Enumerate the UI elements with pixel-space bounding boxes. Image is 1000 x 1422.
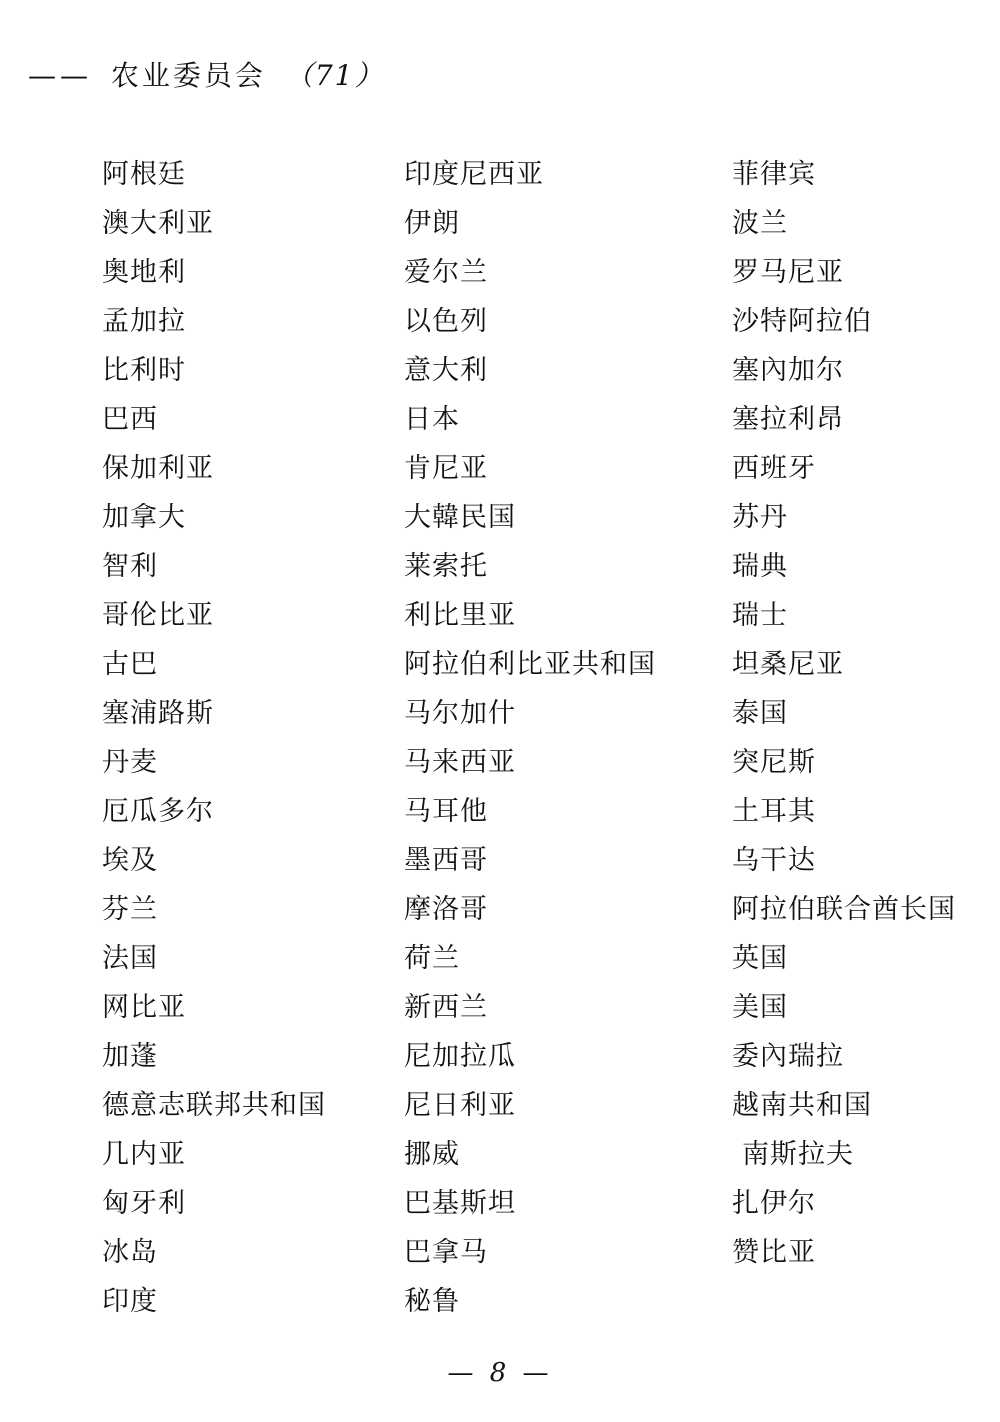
country-item: 马尔加什	[404, 698, 516, 729]
country-item: 巴基斯坦	[404, 1188, 516, 1219]
country-item: 塞拉利昂	[732, 404, 844, 435]
country-item: 保加利亚	[102, 453, 214, 484]
country-item: 巴拿马	[404, 1237, 488, 1268]
country-item: 古巴	[102, 649, 158, 680]
country-item: 赞比亚	[732, 1237, 816, 1268]
country-item: 沙特阿拉伯	[732, 306, 872, 337]
country-item: 挪威	[404, 1139, 460, 1170]
member-count: （71）	[284, 59, 385, 92]
country-item: 加拿大	[102, 502, 186, 533]
country-item: 乌干达	[732, 845, 816, 876]
country-item: 新西兰	[404, 992, 488, 1023]
country-item: 网比亚	[102, 992, 186, 1023]
country-item: 越南共和国	[732, 1090, 872, 1121]
country-item: 印度	[102, 1286, 158, 1317]
country-column-3	[732, 150, 956, 1277]
country-item: 瑞典	[732, 551, 788, 582]
country-item: 英国	[732, 943, 788, 974]
country-item: 冰岛	[102, 1237, 158, 1268]
country-item: 荷兰	[404, 943, 460, 974]
country-item: 阿拉伯利比亚共和国	[404, 649, 656, 680]
country-item: 泰国	[732, 698, 788, 729]
country-item: 美国	[732, 992, 788, 1023]
country-item: 印度尼西亚	[404, 159, 544, 190]
country-item: 罗马尼亚	[732, 257, 844, 288]
country-item: 摩洛哥	[404, 894, 488, 925]
country-item: 南斯拉夫	[742, 1139, 854, 1170]
country-item: 塞內加尔	[732, 355, 844, 386]
country-item: 厄瓜多尔	[102, 796, 214, 827]
country-item: 秘鲁	[404, 1286, 460, 1317]
heading-dash: ——	[28, 59, 92, 92]
country-item: 阿拉伯联合酋长国	[732, 894, 956, 925]
country-item: 苏丹	[732, 502, 788, 533]
country-item: 土耳其	[732, 796, 816, 827]
country-item: 爱尔兰	[404, 257, 488, 288]
committee-title: 农业委员会	[110, 59, 266, 92]
country-item: 比利时	[102, 355, 186, 386]
country-item: 扎伊尔	[732, 1188, 816, 1219]
country-item: 肯尼亚	[404, 453, 488, 484]
country-item: 墨西哥	[404, 845, 488, 876]
page-number: — 8 —	[447, 1358, 553, 1388]
country-item: 大韓民国	[404, 502, 516, 533]
country-item: 奥地利	[102, 257, 186, 288]
country-item: 芬兰	[102, 894, 158, 925]
country-item: 意大利	[404, 355, 488, 386]
country-item: 几内亚	[102, 1139, 186, 1170]
country-item: 利比里亚	[404, 600, 516, 631]
country-item: 坦桑尼亚	[732, 649, 844, 680]
country-item: 匈牙利	[102, 1188, 186, 1219]
country-item: 瑞士	[732, 600, 788, 631]
country-item: 突尼斯	[732, 747, 816, 778]
country-item: 莱索托	[404, 551, 488, 582]
country-item: 德意志联邦共和国	[102, 1090, 326, 1121]
country-item: 阿根廷	[102, 159, 186, 190]
section-heading	[28, 56, 384, 96]
country-item: 尼加拉瓜	[404, 1041, 516, 1072]
country-item: 塞浦路斯	[102, 698, 214, 729]
country-item: 西班牙	[732, 453, 816, 484]
country-item: 马来西亚	[404, 747, 516, 778]
country-item: 委內瑞拉	[732, 1041, 844, 1072]
country-item: 法国	[102, 943, 158, 974]
country-item: 澳大利亚	[102, 208, 214, 239]
country-column-1	[102, 150, 326, 1326]
country-item: 菲律宾	[732, 159, 816, 190]
country-item: 智利	[102, 551, 158, 582]
country-item: 哥伦比亚	[102, 600, 214, 631]
country-item: 埃及	[102, 845, 158, 876]
country-item: 丹麦	[102, 747, 158, 778]
country-item: 加蓬	[102, 1041, 158, 1072]
country-item: 波兰	[732, 208, 788, 239]
country-item: 马耳他	[404, 796, 488, 827]
country-item: 尼日利亚	[404, 1090, 516, 1121]
country-item: 孟加拉	[102, 306, 186, 337]
country-column-2	[404, 150, 656, 1326]
country-item: 巴西	[102, 404, 158, 435]
country-item: 日本	[404, 404, 460, 435]
country-item: 伊朗	[404, 208, 460, 239]
country-item: 以色列	[404, 306, 488, 337]
